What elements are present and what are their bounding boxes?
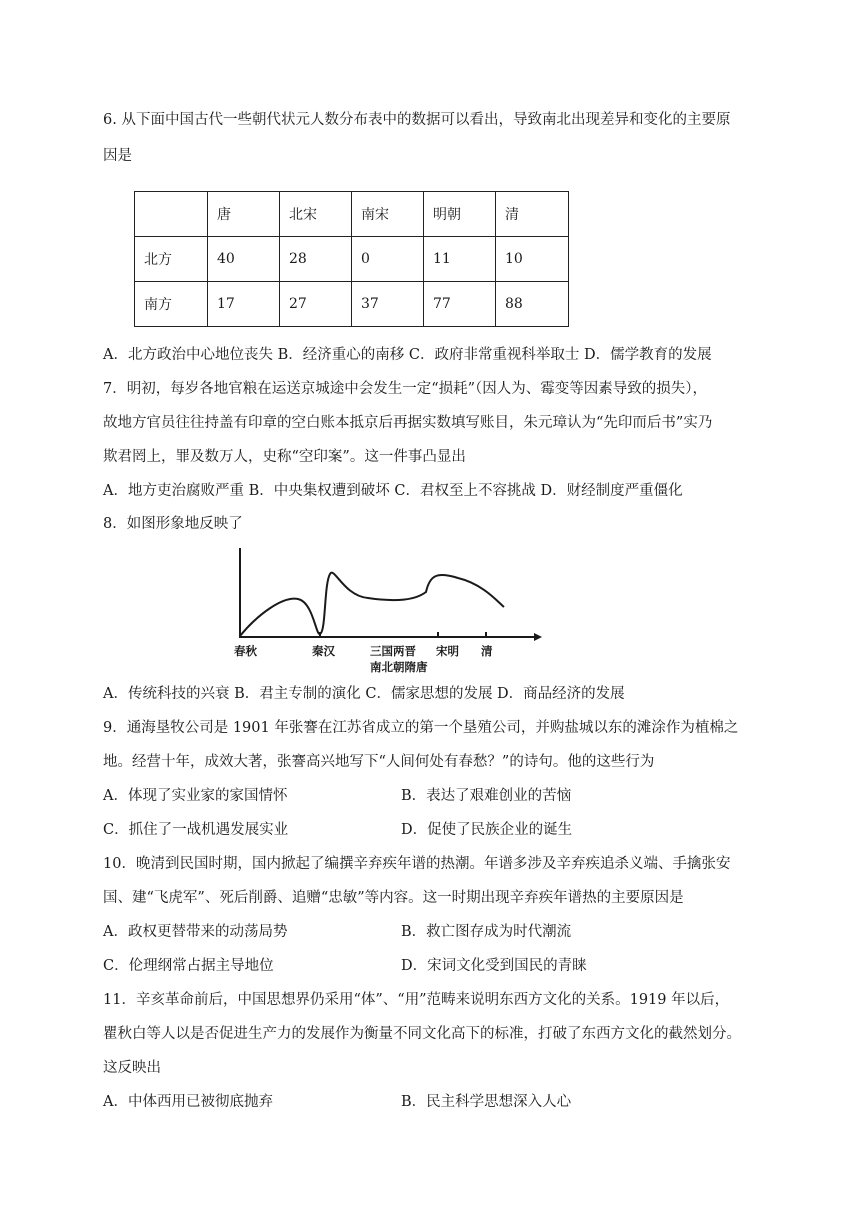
q8-options: A．传统科技的兴衰 B．君主专制的演化 C．儒家思想的发展 D．商品经济的发展	[103, 686, 625, 702]
label-chunqiu: 春秋	[234, 644, 257, 658]
table-cell: 11	[424, 237, 496, 282]
q10-option-c: C．伦理纲常占据主导地位	[103, 958, 274, 974]
q9-option-c: C．抓住了一战机遇发展实业	[103, 822, 289, 838]
q6-stem-line2: 因是	[103, 148, 132, 164]
table-cell: 10	[496, 237, 569, 282]
q9-option-b: B．表达了艰难创业的苦恼	[401, 788, 572, 804]
q10-option-b: B．救亡图存成为时代潮流	[401, 924, 572, 940]
q6-table	[134, 191, 569, 327]
table-cell: 明朝	[424, 192, 496, 237]
q7-stem-line3: 欺君罔上，罪及数万人，史称“空印案”。这一件事凸显出	[103, 449, 466, 465]
q9-option-d: D．促使了民族企业的诞生	[401, 822, 573, 838]
table-row	[135, 192, 569, 237]
table-cell: 南宋	[352, 192, 424, 237]
table-cell: 28	[280, 237, 352, 282]
label-nanbei: 南北朝隋唐	[370, 660, 428, 674]
q10-option-d: D．宋词文化受到国民的青睐	[401, 958, 587, 974]
table-cell: 88	[496, 282, 569, 327]
q10-stem-line1: 10．晚清到民国时期，国内掀起了编撰辛弃疾年谱的热潮。年谱多涉及辛弃疾追杀义端、手擒张安	[103, 856, 731, 872]
table-cell	[135, 192, 208, 237]
trend-curve	[240, 573, 504, 636]
q9-stem-line1: 9．通海垦牧公司是 1901 年张謇在江苏省成立的第一个垦殖公司，并购盐城以东的滩涂作为植棉之	[103, 720, 739, 736]
q9-option-a: A．体现了实业家的家国情怀	[103, 788, 288, 804]
q11-option-a: A．中体西用已被彻底抛弃	[103, 1094, 273, 1110]
q8-figure	[228, 544, 548, 678]
q6-options: A．北方政治中心地位丧失 B．经济重心的南移 C．政府非常重视科举取士 D．儒学教育的发展	[103, 347, 712, 363]
q7-options: A．地方吏治腐败严重 B．中央集权遭到破坏 C．君权至上不容挑战 D．财经制度严重僵化	[103, 483, 683, 499]
q7-stem-line1: 7．明初，每岁各地官粮在运送京城途中会发生一定“损耗”（因人为、霉变等因素导致的损失），	[103, 381, 708, 397]
table-cell: 北宋	[280, 192, 352, 237]
table-cell: 40	[208, 237, 280, 282]
label-qinhan: 秦汉	[312, 644, 335, 658]
q11-stem-line2: 瞿秋白等人以是否促进生产力的发展作为衡量不同文化高下的标准，打破了东西方文化的截然划分。	[103, 1026, 741, 1042]
q6-stem-line1: 6. 从下面中国古代一些朝代状元人数分布表中的数据可以看出，导致南北出现差异和变化的主要原	[103, 112, 731, 128]
q11-stem-line3: 这反映出	[103, 1060, 161, 1076]
table-cell: 0	[352, 237, 424, 282]
q11-option-b: B．民主科学思想深入人心	[401, 1094, 572, 1110]
label-qing: 清	[481, 644, 493, 658]
table-row	[135, 237, 569, 282]
q10-stem-line2: 国、建“飞虎军”、死后削爵、追赠“忠敏”等内容。这一时期出现辛弃疾年谱热的主要原因是	[103, 890, 684, 906]
table-cell: 南方	[135, 282, 208, 327]
table-cell: 清	[496, 192, 569, 237]
label-sanguo: 三国两晋	[370, 644, 416, 658]
q11-stem-line1: 11．辛亥革命前后，中国思想界仍采用“体”、“用”范畴来说明东西方文化的关系。1919 年以后，	[103, 992, 730, 1008]
label-songming: 宋明	[436, 644, 459, 658]
table-cell: 37	[352, 282, 424, 327]
table-cell: 唐	[208, 192, 280, 237]
x-axis-arrow	[534, 633, 542, 641]
q9-stem-line2: 地。经营十年，成效大著，张謇高兴地写下“人间何处有春愁？”的诗句。他的这些行为	[103, 754, 655, 770]
q8-stem: 8．如图形象地反映了	[103, 516, 243, 532]
table-row	[135, 282, 569, 327]
table-cell: 27	[280, 282, 352, 327]
q7-stem-line2: 故地方官员往往持盖有印章的空白账本抵京后再据实数填写账目，朱元璋认为“先印而后书”实乃	[103, 415, 713, 431]
q10-option-a: A．政权更替带来的动荡局势	[103, 924, 288, 940]
table-cell: 17	[208, 282, 280, 327]
table-cell: 77	[424, 282, 496, 327]
table-cell: 北方	[135, 237, 208, 282]
